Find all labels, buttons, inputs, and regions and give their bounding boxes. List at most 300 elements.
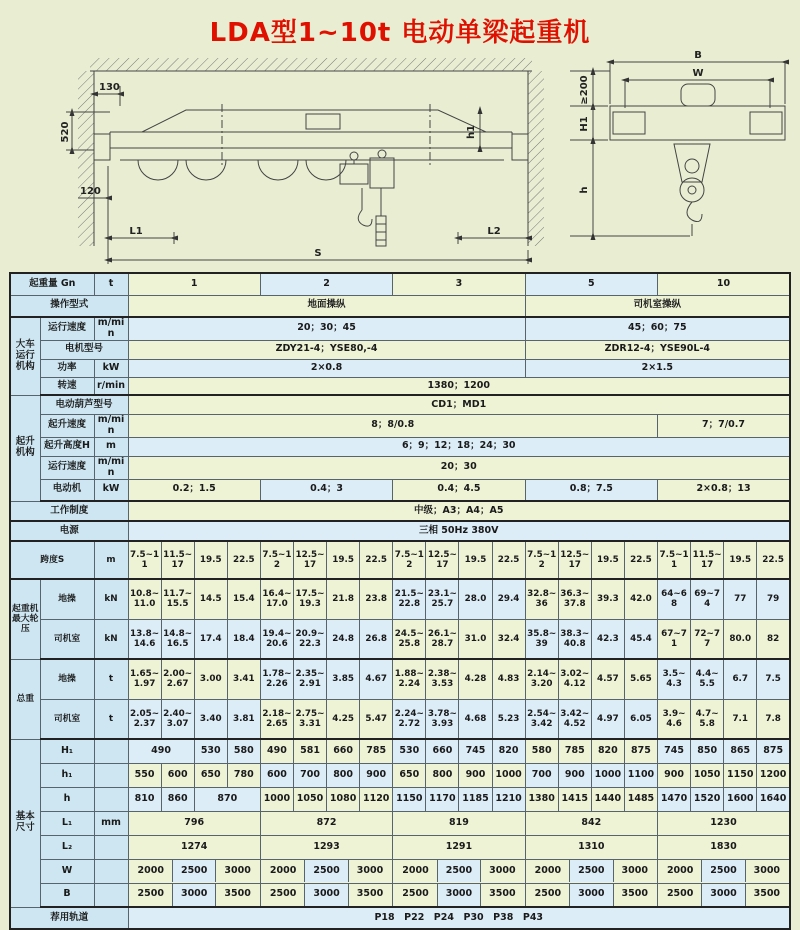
value-cell: 3000 bbox=[745, 860, 788, 882]
value-cell: 7.5 bbox=[757, 659, 790, 699]
value-cell: 72~77 bbox=[691, 619, 724, 659]
value-cell: 1415 bbox=[558, 787, 591, 811]
dim-H1-label: H1 bbox=[579, 116, 590, 132]
value-cell: 600 bbox=[260, 763, 293, 787]
value-cell: 24.5~25.8 bbox=[393, 619, 426, 659]
label-cell bbox=[94, 859, 128, 883]
value-cell: 2.38~3.53 bbox=[426, 659, 459, 699]
label-cell: 电动葫芦型号 bbox=[40, 395, 128, 414]
value-cell: 1080 bbox=[327, 787, 360, 811]
hook-suspension bbox=[674, 144, 710, 182]
value-cell: 64~68 bbox=[658, 579, 691, 619]
value-cell: 820 bbox=[492, 739, 525, 763]
value-cell: 17.4 bbox=[194, 619, 227, 659]
value-cell: 810 bbox=[128, 787, 161, 811]
value-cell: 1520 bbox=[691, 787, 724, 811]
value-cell: 2000 bbox=[262, 860, 304, 882]
ceiling-hatch bbox=[90, 58, 532, 71]
wheel-arc bbox=[258, 160, 298, 180]
value-cell: 4.25 bbox=[327, 699, 360, 739]
label-cell: t bbox=[94, 659, 128, 699]
dim-130-label: 130 bbox=[99, 82, 120, 93]
value-cell: 中级；A3；A4；A5 bbox=[128, 501, 790, 521]
value-cell: 1.78~2.26 bbox=[260, 659, 293, 699]
value-cell: 2500 bbox=[394, 884, 436, 906]
label-cell: 运行速度 bbox=[40, 456, 94, 479]
value-cell: 3500 bbox=[613, 884, 656, 906]
value-cell: 3000 bbox=[569, 884, 612, 906]
value-cell: 12.5~17 bbox=[558, 541, 591, 579]
value-cell: 1274 bbox=[128, 835, 260, 859]
value-cell bbox=[128, 883, 260, 907]
value-cell bbox=[658, 883, 791, 907]
label-cell: 操作型式 bbox=[10, 295, 128, 317]
value-cell: 14.8~16.5 bbox=[161, 619, 194, 659]
value-cell: 23.8 bbox=[360, 579, 393, 619]
value-cell: 2.75~3.31 bbox=[293, 699, 326, 739]
value-cell: 22.5 bbox=[624, 541, 657, 579]
value-cell: 18.4 bbox=[227, 619, 260, 659]
value-cell: 32.4 bbox=[492, 619, 525, 659]
value-cell bbox=[393, 883, 525, 907]
label-cell: B bbox=[40, 883, 94, 907]
spec-table-body bbox=[10, 273, 790, 929]
value-cell bbox=[393, 859, 525, 883]
value-cell: 490 bbox=[128, 739, 194, 763]
value-cell: CD1；MD1 bbox=[128, 395, 790, 414]
label-cell: 电机型号 bbox=[40, 340, 128, 359]
value-cell: 司机室操纵 bbox=[525, 295, 790, 317]
value-cell: 11.5~17 bbox=[161, 541, 194, 579]
value-cell: 11.5~17 bbox=[691, 541, 724, 579]
value-cell: 2500 bbox=[701, 860, 744, 882]
label-cell: 起重量 Gn bbox=[10, 273, 94, 295]
label-cell: t bbox=[94, 273, 128, 295]
value-cell: 22.5 bbox=[757, 541, 790, 579]
label-cell: 电源 bbox=[10, 521, 128, 541]
value-cell: 2500 bbox=[527, 884, 569, 906]
value-cell: 4.57 bbox=[591, 659, 624, 699]
value-cell: 1.65~1.97 bbox=[128, 659, 161, 699]
label-cell: 地操 bbox=[40, 659, 94, 699]
value-cell: 900 bbox=[360, 763, 393, 787]
value-cell: 820 bbox=[591, 739, 624, 763]
label-cell bbox=[94, 883, 128, 907]
value-cell: 10 bbox=[658, 273, 791, 295]
value-cell: 2500 bbox=[304, 860, 347, 882]
value-cell: 19.5 bbox=[724, 541, 757, 579]
value-cell: 2.00~2.67 bbox=[161, 659, 194, 699]
crane-drawing-svg bbox=[10, 48, 790, 270]
value-cell: 1485 bbox=[624, 787, 657, 811]
label-cell: m/min bbox=[94, 414, 128, 437]
value-cell: 2.24~2.72 bbox=[393, 699, 426, 739]
value-cell: 490 bbox=[260, 739, 293, 763]
value-cell: 700 bbox=[293, 763, 326, 787]
section-label: 起重机最大轮压 bbox=[10, 579, 40, 659]
page-title: LDA型1~10t 电动单梁起重机 bbox=[209, 18, 591, 48]
value-cell: 69~74 bbox=[691, 579, 724, 619]
label-cell: 起升高度H bbox=[40, 437, 94, 456]
value-cell: 19.4~20.6 bbox=[260, 619, 293, 659]
label-cell: t bbox=[94, 699, 128, 739]
value-cell: 3000 bbox=[613, 860, 656, 882]
value-cell: 21.8 bbox=[327, 579, 360, 619]
value-cell: 530 bbox=[393, 739, 426, 763]
value-cell: P18 P22 P24 P30 P38 P43 bbox=[128, 907, 790, 929]
value-cell: 79 bbox=[757, 579, 790, 619]
value-cell: 3000 bbox=[348, 860, 391, 882]
trolley-drive-box bbox=[681, 84, 715, 106]
value-cell: 4.4~5.5 bbox=[691, 659, 724, 699]
value-cell: 7.8 bbox=[757, 699, 790, 739]
value-cell: 3000 bbox=[172, 884, 215, 906]
value-cell: 3.5~4.3 bbox=[658, 659, 691, 699]
value-cell: 580 bbox=[227, 739, 260, 763]
dim-h-label: h bbox=[579, 186, 590, 194]
section-label: 总重 bbox=[10, 659, 40, 739]
value-cell: 3500 bbox=[348, 884, 391, 906]
value-cell: 2.54~3.42 bbox=[525, 699, 558, 739]
value-cell: 2000 bbox=[394, 860, 436, 882]
value-cell: 4.68 bbox=[459, 699, 492, 739]
value-cell: 2.35~2.91 bbox=[293, 659, 326, 699]
end-carriage bbox=[610, 106, 785, 140]
value-cell: 2.05~2.37 bbox=[128, 699, 161, 739]
label-cell: m/min bbox=[94, 456, 128, 479]
value-cell: 2 bbox=[260, 273, 392, 295]
value-cell: 842 bbox=[525, 811, 657, 835]
value-cell: 22.5 bbox=[227, 541, 260, 579]
value-cell: 3.81 bbox=[227, 699, 260, 739]
value-cell: 45；60；75 bbox=[525, 317, 790, 340]
value-cell: 19.5 bbox=[591, 541, 624, 579]
value-cell: 860 bbox=[161, 787, 194, 811]
value-cell: 1830 bbox=[658, 835, 791, 859]
value-cell: 20.9~22.3 bbox=[293, 619, 326, 659]
girder-hatch-door bbox=[306, 114, 340, 129]
value-cell: 1440 bbox=[591, 787, 624, 811]
value-cell: 12.5~17 bbox=[426, 541, 459, 579]
value-cell: 4.28 bbox=[459, 659, 492, 699]
label-cell: m bbox=[94, 541, 128, 579]
value-cell: 17.5~19.3 bbox=[293, 579, 326, 619]
value-cell: ZDY21-4；YSE80,-4 bbox=[128, 340, 525, 359]
value-cell: 1310 bbox=[525, 835, 657, 859]
value-cell: 785 bbox=[360, 739, 393, 763]
spec-table bbox=[9, 272, 791, 930]
value-cell: ZDR12-4；YSE90L-4 bbox=[525, 340, 790, 359]
value-cell: 38.3~40.8 bbox=[558, 619, 591, 659]
value-cell: 7.5~12 bbox=[260, 541, 293, 579]
label-cell: L₁ bbox=[40, 811, 94, 835]
value-cell: 39.3 bbox=[591, 579, 624, 619]
label-cell: 司机室 bbox=[40, 699, 94, 739]
value-cell: 2500 bbox=[659, 884, 701, 906]
value-cell: 3.9~4.6 bbox=[658, 699, 691, 739]
value-cell: 870 bbox=[194, 787, 260, 811]
value-cell: 7.5~12 bbox=[393, 541, 426, 579]
dim-L2-label: L2 bbox=[487, 226, 501, 237]
label-cell: L₂ bbox=[40, 835, 94, 859]
label-cell: h₁ bbox=[40, 763, 94, 787]
value-cell: 2.40~3.07 bbox=[161, 699, 194, 739]
value-cell: 2000 bbox=[659, 860, 701, 882]
value-cell bbox=[525, 883, 657, 907]
value-cell: 3000 bbox=[215, 860, 258, 882]
value-cell: 4.7~5.8 bbox=[691, 699, 724, 739]
label-cell: m/min bbox=[94, 317, 128, 340]
dim-B-label: B bbox=[694, 50, 702, 61]
value-cell: 29.4 bbox=[492, 579, 525, 619]
label-cell: 跨度S bbox=[10, 541, 94, 579]
value-cell: 800 bbox=[327, 763, 360, 787]
value-cell: 2000 bbox=[130, 860, 172, 882]
value-cell: 31.0 bbox=[459, 619, 492, 659]
label-cell: 转速 bbox=[40, 377, 94, 395]
value-cell: 2×0.8；13 bbox=[658, 479, 791, 501]
value-cell: 5 bbox=[525, 273, 657, 295]
value-cell: 1640 bbox=[757, 787, 790, 811]
value-cell: 900 bbox=[558, 763, 591, 787]
value-cell: 1600 bbox=[724, 787, 757, 811]
value-cell: 10.8~11.0 bbox=[128, 579, 161, 619]
value-cell: 5.65 bbox=[624, 659, 657, 699]
value-cell: 2500 bbox=[437, 860, 480, 882]
value-cell: 0.4；4.5 bbox=[393, 479, 525, 501]
value-cell: 4.83 bbox=[492, 659, 525, 699]
label-cell: H₁ bbox=[40, 739, 94, 763]
value-cell: 19.5 bbox=[459, 541, 492, 579]
label-cell bbox=[94, 739, 128, 763]
value-cell: 4.67 bbox=[360, 659, 393, 699]
label-cell: m bbox=[94, 437, 128, 456]
label-cell bbox=[94, 787, 128, 811]
value-cell: 36.3~37.8 bbox=[558, 579, 591, 619]
dim-W-label: W bbox=[692, 68, 704, 79]
value-cell: 2.18~2.65 bbox=[260, 699, 293, 739]
section-label: 起升机构 bbox=[10, 395, 40, 501]
value-cell: 900 bbox=[459, 763, 492, 787]
value-cell: 5.47 bbox=[360, 699, 393, 739]
value-cell: 1120 bbox=[360, 787, 393, 811]
value-cell: 1230 bbox=[658, 811, 791, 835]
value-cell: 28.0 bbox=[459, 579, 492, 619]
value-cell: 45.4 bbox=[624, 619, 657, 659]
value-cell: 1293 bbox=[260, 835, 392, 859]
label-cell: mm bbox=[94, 811, 128, 835]
value-cell: 20；30 bbox=[128, 456, 790, 479]
dim-geq200-label: ≥200 bbox=[579, 75, 590, 105]
value-cell: 80.0 bbox=[724, 619, 757, 659]
value-cell: 13.8~14.6 bbox=[128, 619, 161, 659]
value-cell: 1150 bbox=[724, 763, 757, 787]
value-cell: 1 bbox=[128, 273, 260, 295]
value-cell: 22.5 bbox=[492, 541, 525, 579]
value-cell: 15.4 bbox=[227, 579, 260, 619]
value-cell: 1291 bbox=[393, 835, 525, 859]
value-cell: 3000 bbox=[437, 884, 480, 906]
value-cell: 1170 bbox=[426, 787, 459, 811]
value-cell: 三相 50Hz 380V bbox=[128, 521, 790, 541]
value-cell: 7.5~11 bbox=[128, 541, 161, 579]
value-cell: 35.8~39 bbox=[525, 619, 558, 659]
value-cell: 1.88~2.24 bbox=[393, 659, 426, 699]
value-cell: 7.5~11 bbox=[658, 541, 691, 579]
value-cell: 660 bbox=[327, 739, 360, 763]
value-cell: 3500 bbox=[745, 884, 788, 906]
value-cell: 1380；1200 bbox=[128, 377, 790, 395]
value-cell: 2000 bbox=[527, 860, 569, 882]
label-cell: r/min bbox=[94, 377, 128, 395]
value-cell bbox=[658, 859, 791, 883]
section-label: 基本尺寸 bbox=[10, 739, 40, 907]
value-cell: 7.5~12 bbox=[525, 541, 558, 579]
label-cell: 司机室 bbox=[40, 619, 94, 659]
value-cell: 3000 bbox=[701, 884, 744, 906]
value-cell: 地面操纵 bbox=[128, 295, 525, 317]
value-cell: 650 bbox=[393, 763, 426, 787]
value-cell: 82 bbox=[757, 619, 790, 659]
value-cell: 2.14~3.20 bbox=[525, 659, 558, 699]
end-view bbox=[570, 62, 785, 236]
value-cell bbox=[525, 859, 657, 883]
value-cell: 67~71 bbox=[658, 619, 691, 659]
value-cell: 1100 bbox=[624, 763, 657, 787]
dim-120-label: 120 bbox=[80, 186, 101, 197]
value-cell: 1000 bbox=[591, 763, 624, 787]
value-cell bbox=[128, 859, 260, 883]
label-cell: W bbox=[40, 859, 94, 883]
label-cell: 荐用轨道 bbox=[10, 907, 128, 929]
value-cell bbox=[260, 859, 392, 883]
value-cell: 2500 bbox=[172, 860, 215, 882]
value-cell bbox=[260, 883, 392, 907]
crane-drawing bbox=[10, 48, 790, 270]
value-cell: 0.4；3 bbox=[260, 479, 392, 501]
value-cell: 7；7/0.7 bbox=[658, 414, 791, 437]
value-cell: 2×0.8 bbox=[128, 359, 525, 377]
value-cell: 3.78~3.93 bbox=[426, 699, 459, 739]
value-cell: 800 bbox=[426, 763, 459, 787]
value-cell: 581 bbox=[293, 739, 326, 763]
label-cell: 功率 bbox=[40, 359, 94, 377]
value-cell: 796 bbox=[128, 811, 260, 835]
value-cell: 21.5~22.8 bbox=[393, 579, 426, 619]
value-cell: 900 bbox=[658, 763, 691, 787]
value-cell: 4.97 bbox=[591, 699, 624, 739]
value-cell: 19.5 bbox=[194, 541, 227, 579]
value-cell: 12.5~17 bbox=[293, 541, 326, 579]
value-cell: 0.2；1.5 bbox=[128, 479, 260, 501]
hook-icon bbox=[358, 210, 372, 226]
label-cell: h bbox=[40, 787, 94, 811]
value-cell: 1185 bbox=[459, 787, 492, 811]
label-cell bbox=[94, 763, 128, 787]
label-cell: 运行速度 bbox=[40, 317, 94, 340]
value-cell: 3000 bbox=[304, 884, 347, 906]
value-cell: 23.1~25.7 bbox=[426, 579, 459, 619]
value-cell: 42.0 bbox=[624, 579, 657, 619]
value-cell: 19.5 bbox=[327, 541, 360, 579]
label-cell: kN bbox=[94, 579, 128, 619]
dim-520-label: 520 bbox=[60, 121, 71, 143]
value-cell: 11.7~15.5 bbox=[161, 579, 194, 619]
value-cell: 3.42~4.52 bbox=[558, 699, 591, 739]
value-cell: 875 bbox=[624, 739, 657, 763]
value-cell: 3500 bbox=[480, 884, 523, 906]
label-cell: kW bbox=[94, 479, 128, 501]
value-cell: 530 bbox=[194, 739, 227, 763]
left-end-truck bbox=[94, 134, 110, 160]
value-cell: 1000 bbox=[260, 787, 293, 811]
value-cell: 77 bbox=[724, 579, 757, 619]
value-cell: 700 bbox=[525, 763, 558, 787]
value-cell: 24.8 bbox=[327, 619, 360, 659]
dim-h1-label: h1 bbox=[466, 124, 477, 140]
value-cell: 1380 bbox=[525, 787, 558, 811]
wheel-arc bbox=[138, 160, 178, 180]
value-cell: 6.7 bbox=[724, 659, 757, 699]
value-cell: 745 bbox=[459, 739, 492, 763]
value-cell: 1050 bbox=[293, 787, 326, 811]
value-cell: 650 bbox=[194, 763, 227, 787]
value-cell: 3.85 bbox=[327, 659, 360, 699]
label-cell: 起升速度 bbox=[40, 414, 94, 437]
value-cell: 600 bbox=[161, 763, 194, 787]
value-cell: 8；8/0.8 bbox=[128, 414, 658, 437]
value-cell: 785 bbox=[558, 739, 591, 763]
value-cell: 3.00 bbox=[194, 659, 227, 699]
value-cell: 3.40 bbox=[194, 699, 227, 739]
value-cell: 16.4~17.0 bbox=[260, 579, 293, 619]
right-end-truck bbox=[512, 134, 528, 160]
label-cell: kW bbox=[94, 359, 128, 377]
value-cell: 1200 bbox=[757, 763, 790, 787]
value-cell: 3500 bbox=[215, 884, 258, 906]
hook-icon bbox=[687, 202, 702, 222]
value-cell: 1210 bbox=[492, 787, 525, 811]
value-cell: 5.23 bbox=[492, 699, 525, 739]
label-cell: 工作制度 bbox=[10, 501, 128, 521]
value-cell: 6；9；12；18；24；30 bbox=[128, 437, 790, 456]
value-cell: 14.5 bbox=[194, 579, 227, 619]
value-cell: 872 bbox=[260, 811, 392, 835]
section-label: 大车运行机构 bbox=[10, 317, 40, 395]
value-cell: 3.02~4.12 bbox=[558, 659, 591, 699]
value-cell: 32.8~36 bbox=[525, 579, 558, 619]
dim-S-label: S bbox=[314, 248, 322, 259]
value-cell: 1000 bbox=[492, 763, 525, 787]
label-cell bbox=[94, 835, 128, 859]
electric-hoist bbox=[340, 150, 394, 246]
value-cell: 3000 bbox=[480, 860, 523, 882]
value-cell: 2×1.5 bbox=[525, 359, 790, 377]
value-cell: 780 bbox=[227, 763, 260, 787]
value-cell: 3 bbox=[393, 273, 525, 295]
dim-L1-label: L1 bbox=[129, 226, 143, 237]
value-cell: 819 bbox=[393, 811, 525, 835]
value-cell: 2500 bbox=[569, 860, 612, 882]
value-cell: 26.1~28.7 bbox=[426, 619, 459, 659]
value-cell: 1150 bbox=[393, 787, 426, 811]
wheel-arc bbox=[186, 160, 226, 180]
label-cell: 地操 bbox=[40, 579, 94, 619]
value-cell: 850 bbox=[691, 739, 724, 763]
value-cell: 7.1 bbox=[724, 699, 757, 739]
value-cell: 865 bbox=[724, 739, 757, 763]
label-cell: 电动机 bbox=[40, 479, 94, 501]
